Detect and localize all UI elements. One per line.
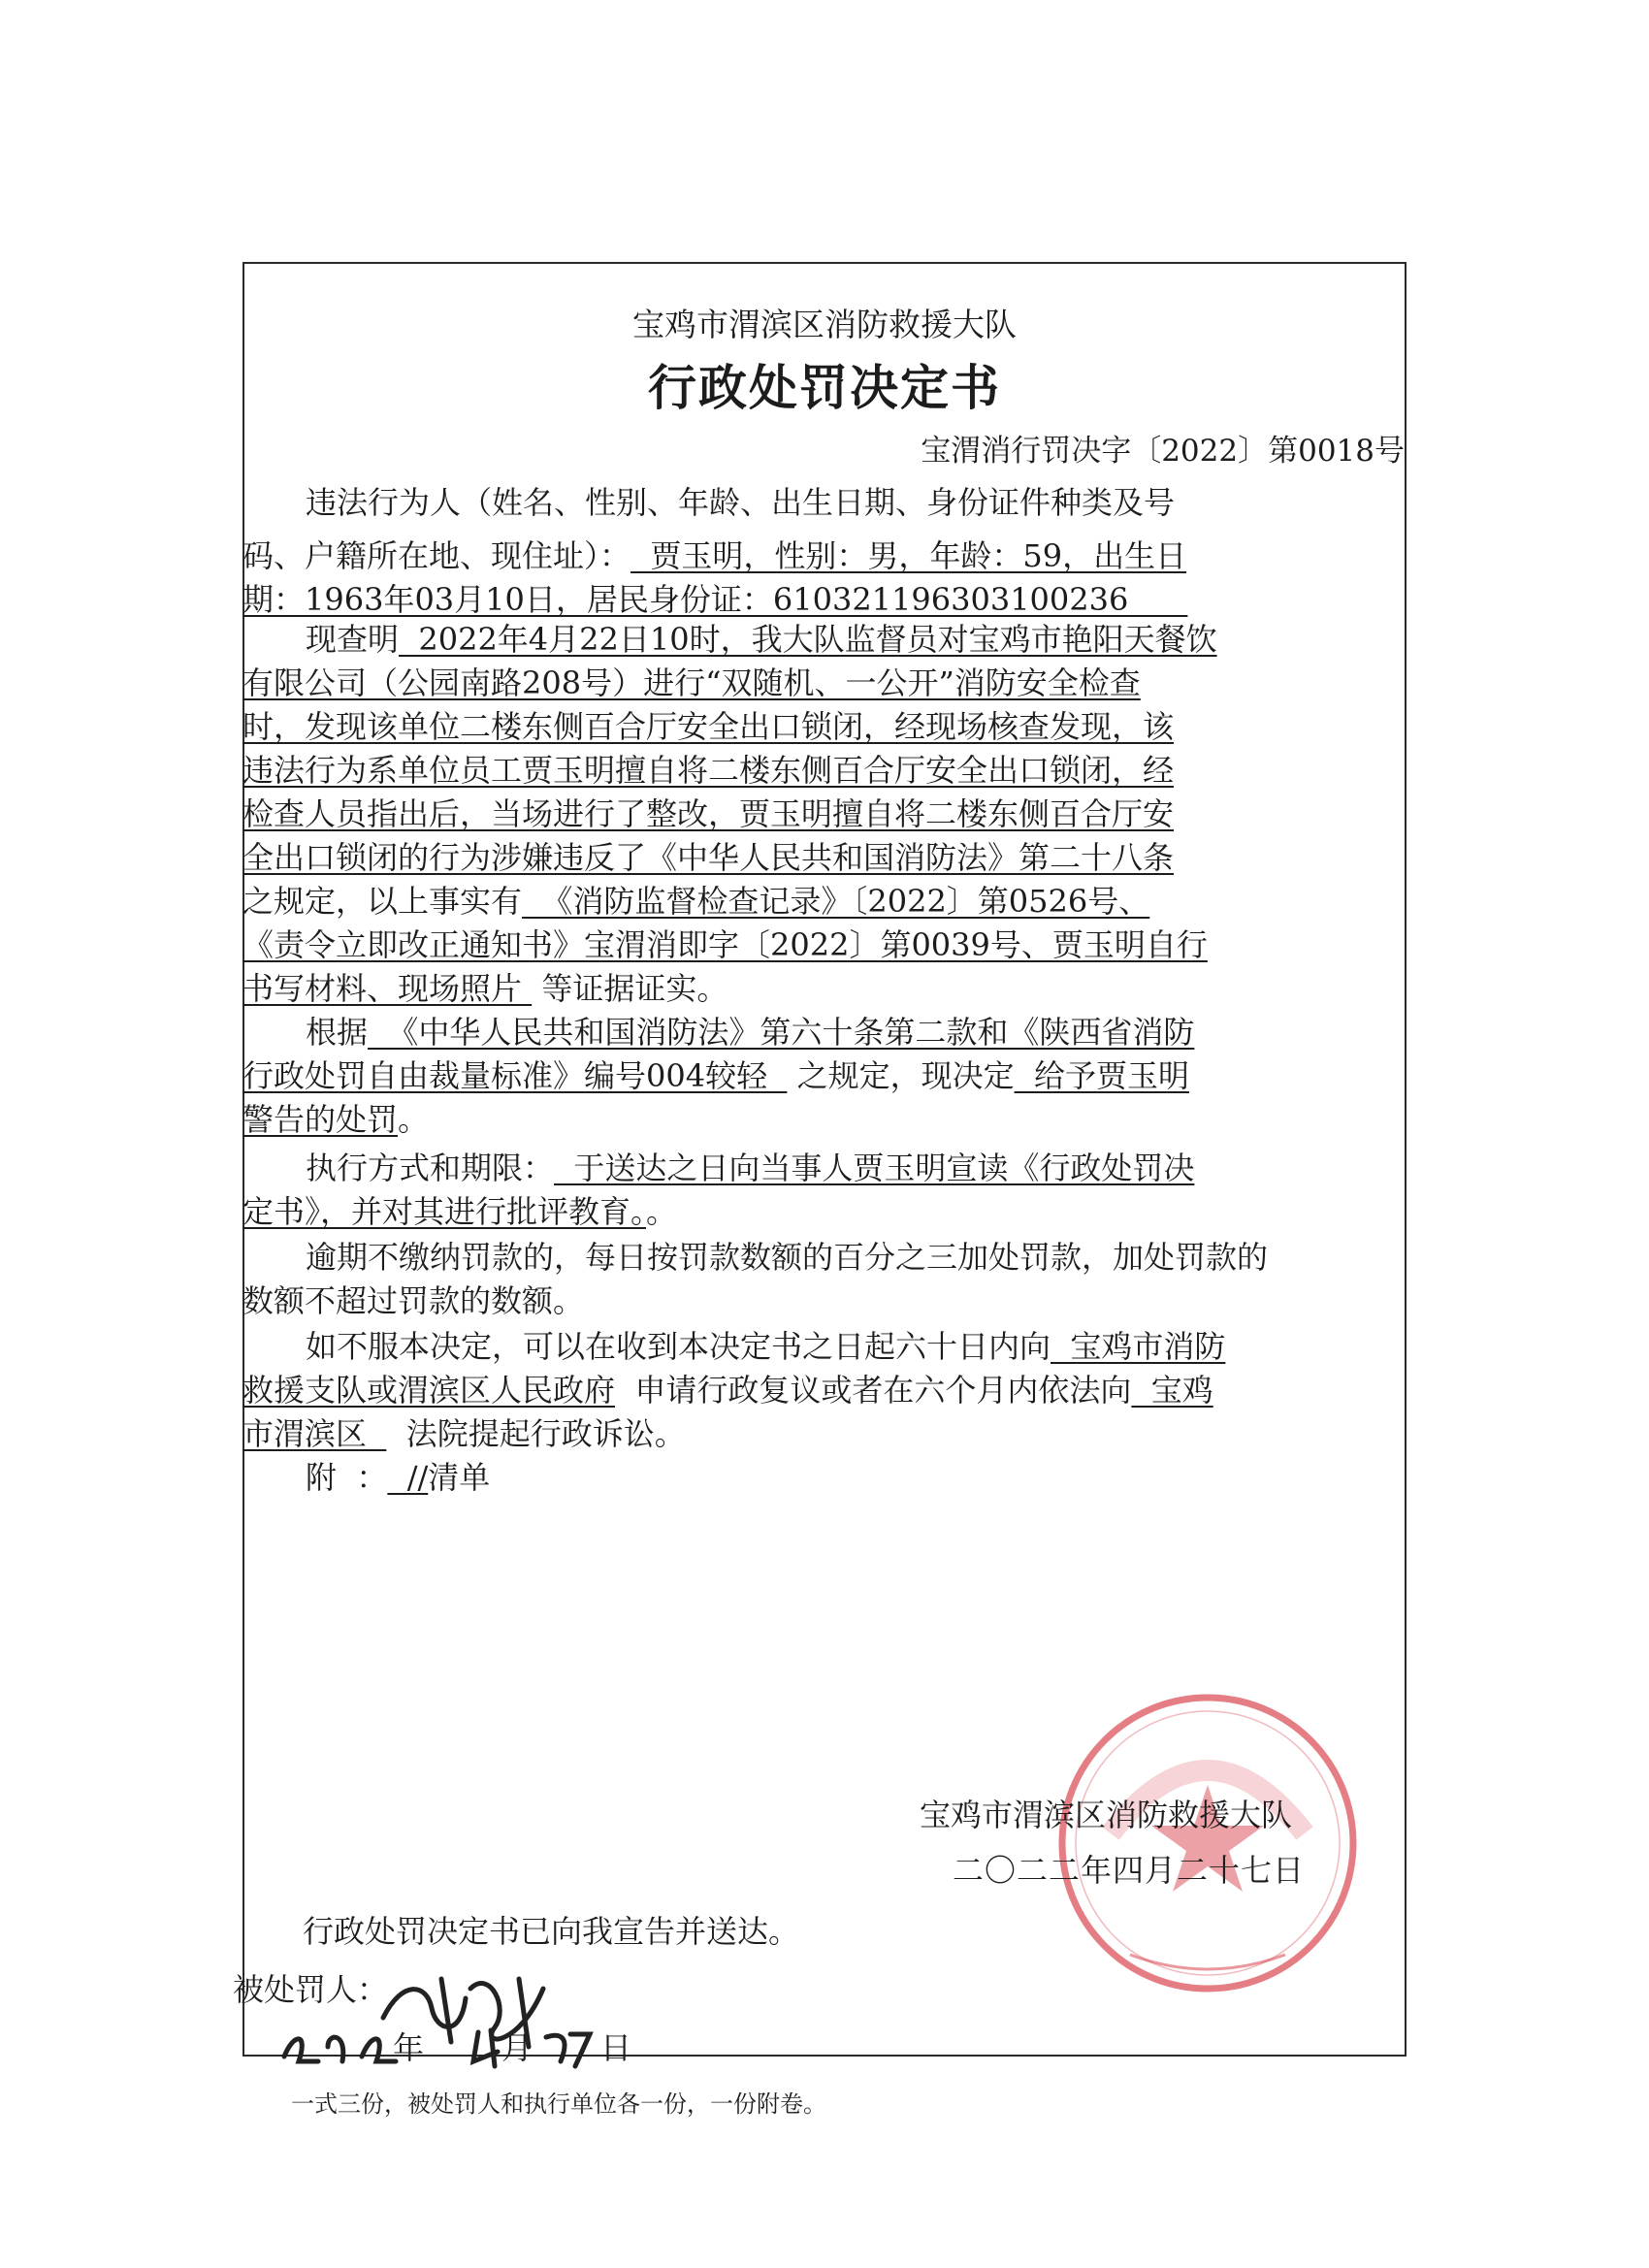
body-line: 定书》，并对其进行批评教育。。 [242,1193,678,1230]
body-line: 码、户籍所在地、现住址）： 贾玉明，性别：男，年龄：59，出生日 [242,537,1187,574]
body-line: 全出口锁闭的行为涉嫌违反了《中华人民共和国消防法》第二十八条 [242,839,1175,876]
issue-date: 二〇二二年四月二十七日 [953,1852,1306,1889]
body-line: 检查人员指出后，当场进行了整改，贾玉明擅自将二楼东侧百合厅安 [242,795,1175,832]
body-line: 行政处罚自由裁量标准》编号004较轻 之规定，现决定 给予贾玉明 [242,1057,1189,1094]
body-line: 现查明 2022年4月22日10时，我大队监督员对宝鸡市艳阳天餐饮 [306,621,1217,658]
body-line: 书写材料、现场照片 等证据证实。 [242,970,728,1007]
body-line: 违法行为系单位员工贾玉明擅自将二楼东侧百合厅安全出口锁闭，经 [242,752,1175,789]
handwritten-date [279,2023,599,2071]
body-line: 如不服本决定，可以在收到本决定书之日起六十日内向 宝鸡市消防 [306,1328,1226,1365]
body-line: 执行方式和期限： 于送达之日向当事人贾玉明宣读《行政处罚决 [306,1150,1195,1186]
body-line: 违法行为人（姓名、性别、年龄、出生日期、身份证件种类及号 [306,484,1176,521]
document-number: 宝渭消行罚决字〔2022〕第0018号 [921,434,1405,469]
body-line: 附 ： //清单 [306,1459,491,1496]
body-line: 救援支队或渭滨区人民政府 申请行政复议或者在六个月内依法向 宝鸡 [242,1372,1213,1409]
body-line: 有限公司（公园南路208号）进行“双随机、一公开”消防安全检查 [242,664,1141,701]
body-line: 时，发现该单位二楼东侧百合厅安全出口锁闭，经现场核查发现，该 [242,708,1175,745]
body-line: 《责令立即改正通知书》宝渭消即字〔2022〕第0039号、贾玉明自行 [242,926,1208,963]
recipient-label: 被处罚人： [233,1971,389,2008]
acknowledgement-text: 行政处罚决定书已向我宣告并送达。 [303,1913,800,1950]
footer-note: 一式三份，被处罚人和执行单位各一份，一份附卷。 [291,2090,826,2118]
body-line: 警告的处罚。 [242,1101,430,1138]
issuing-organization: 宝鸡市渭滨区消防救援大队 [632,306,1017,343]
body-line: 之规定，以上事实有 《消防监督检查记录》〔2022〕第0526号、 [242,883,1150,920]
official-seal-stamp [1052,1688,1363,1998]
document-title: 行政处罚决定书 [648,359,1001,416]
body-line: 数额不超过罚款的数额。 [242,1282,585,1319]
receipt-date-labels: 年 月 日 [393,2029,632,2066]
body-line: 市渭滨区 法院提起行政诉讼。 [242,1415,686,1452]
body-line: 期：1963年03月10日，居民身份证：610321196303100236 [242,581,1188,618]
signing-organization: 宝鸡市渭滨区消防救援大队 [920,1797,1293,1833]
body-line: 逾期不缴纳罚款的，每日按罚款数额的百分之三加处罚款，加处罚款的 [306,1239,1269,1276]
body-line: 根据 《中华人民共和国消防法》第六十条第二款和《陕西省消防 [306,1014,1195,1051]
